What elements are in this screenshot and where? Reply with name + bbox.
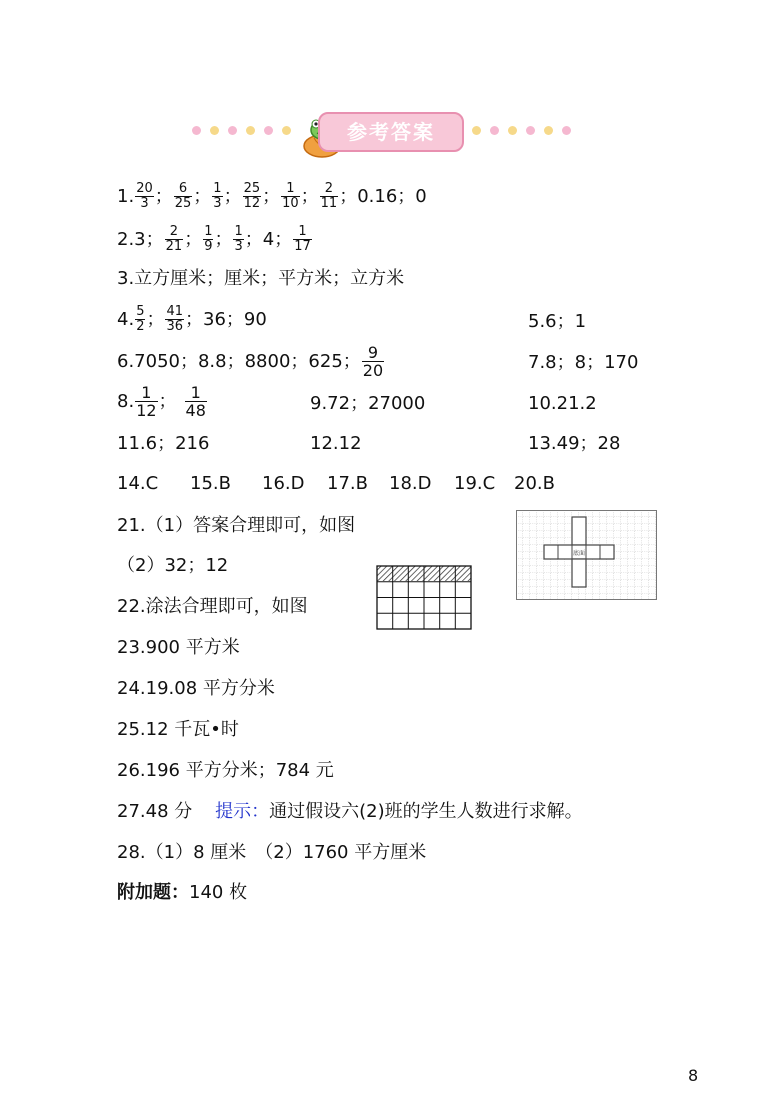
fraction: $\frac{1}{3}$ (234, 224, 243, 254)
choice-16: 16.D (262, 473, 305, 494)
answer-text: 6.7050；8.8；8800；625； (117, 350, 361, 372)
banner-dot (526, 126, 535, 135)
fraction: $\frac{25}{12}$ (243, 181, 261, 211)
fraction: $\frac{2}{21}$ (165, 224, 183, 254)
banner-dot (562, 126, 571, 135)
answer-9: 9.72；27000 (310, 393, 426, 414)
banner-dot (246, 126, 255, 135)
choice-19: 19.C (454, 473, 496, 494)
net-label: 底面 (572, 550, 586, 557)
answer-text: 2.3； (117, 228, 164, 250)
answer-13: 13.49；28 (528, 433, 621, 454)
banner-dot (228, 126, 237, 135)
answer-8: 8. $\frac{1}{12}$ ； $\frac{1}{48}$ (117, 383, 206, 420)
choice-14: 14.C (117, 473, 159, 494)
fraction: $\frac{41}{36}$ (166, 304, 184, 334)
fraction: $\frac{1}{48}$ (185, 383, 206, 420)
fraction: $\frac{1}{9}$ (204, 224, 213, 254)
answer-23: 23.900 平方米 (117, 637, 240, 658)
answer-27 (117, 801, 583, 823)
banner-dot (472, 126, 481, 135)
banner-dot (490, 126, 499, 135)
fraction: $\frac{2}{11}$ (320, 181, 338, 211)
banner-dot (544, 126, 553, 135)
answer-25: 25.12 千瓦•时 (117, 719, 239, 740)
banner-dot (508, 126, 517, 135)
fraction: $\frac{1}{10}$ (282, 181, 299, 211)
answer-21-part2: （2）32；12 (117, 555, 229, 576)
fraction: $\frac{1}{3}$ (213, 181, 222, 211)
hint-label: 提示： (215, 801, 270, 822)
answer-6 (117, 344, 385, 379)
banner-dot (192, 126, 201, 135)
cube-net-diagram (516, 510, 657, 604)
answer-21: 21.（1）答案合理即可，如图 (117, 515, 356, 536)
fraction: $\frac{20}{3}$ (136, 181, 153, 211)
fraction: $\frac{6}{25}$ (174, 181, 192, 211)
choice-17: 17.B (327, 473, 368, 494)
answer-7: 7.8；8；170 (528, 352, 639, 373)
answer-24: 24.19.08 平方分米 (117, 678, 275, 699)
banner-title: 参考答案 (318, 112, 464, 152)
banner-dot (210, 126, 219, 135)
shaded-grid-diagram (376, 565, 472, 635)
answer-text: 0.16；0 (357, 185, 427, 207)
choice-15: 15.B (190, 473, 231, 494)
hint-text: 通过假设六(2)班的学生人数进行求解。 (269, 801, 583, 822)
answer-11: 11.6；216 (117, 433, 210, 454)
extra-label: 附加题： (117, 882, 189, 903)
answer-number: 8. (117, 390, 135, 412)
choice-20: 20.B (514, 473, 555, 494)
extra-question (117, 882, 247, 904)
fraction: $\frac{1}{17}$ (294, 224, 311, 254)
answer-5: 5.6；1 (528, 311, 587, 332)
extra-value: 140 枚 (189, 882, 248, 903)
answer-1: 1. $\frac{20}{3}$ ； $\frac{6}{25}$ ； $\frac{1}{3}$ ； $\frac{25}{12}$ ； $\frac{1}{10}$ ； $\frac{2}{11}$ ； 0.16；0 (117, 181, 427, 211)
answer-4: 4. $\frac{5}{2}$ ； $\frac{41}{36}$ ； 36；90 (117, 304, 267, 334)
banner-dot (264, 126, 273, 135)
answer-number: 1. (117, 185, 135, 207)
answer-3: 3.立方厘米；厘米；平方米；立方米 (117, 268, 405, 289)
answer-2: 2.3； $\frac{2}{21}$ ； $\frac{1}{9}$ ； $\frac{1}{3}$ ； 4； $\frac{1}{17}$ (117, 224, 311, 254)
fraction: $\frac{1}{12}$ (136, 383, 157, 420)
fraction: $\frac{9}{20}$ (362, 343, 384, 380)
answer-text: 27.48 分 (117, 801, 193, 822)
fraction: $\frac{5}{2}$ (136, 304, 145, 334)
page-number: 8 (688, 1066, 699, 1085)
answer-26: 26.196 平方分米；784 元 (117, 760, 334, 781)
banner-dot (282, 126, 291, 135)
answer-22: 22.涂法合理即可，如图 (117, 596, 308, 617)
answer-28: 28.（1）8 厘米 （2）1760 平方厘米 (117, 842, 427, 863)
answer-number: 4. (117, 308, 135, 330)
answer-text: 4； (262, 228, 293, 250)
answer-12: 12.12 (310, 433, 362, 454)
answer-10: 10.21.2 (528, 393, 597, 414)
choice-18: 18.D (389, 473, 432, 494)
answer-text: 36；90 (203, 308, 267, 330)
